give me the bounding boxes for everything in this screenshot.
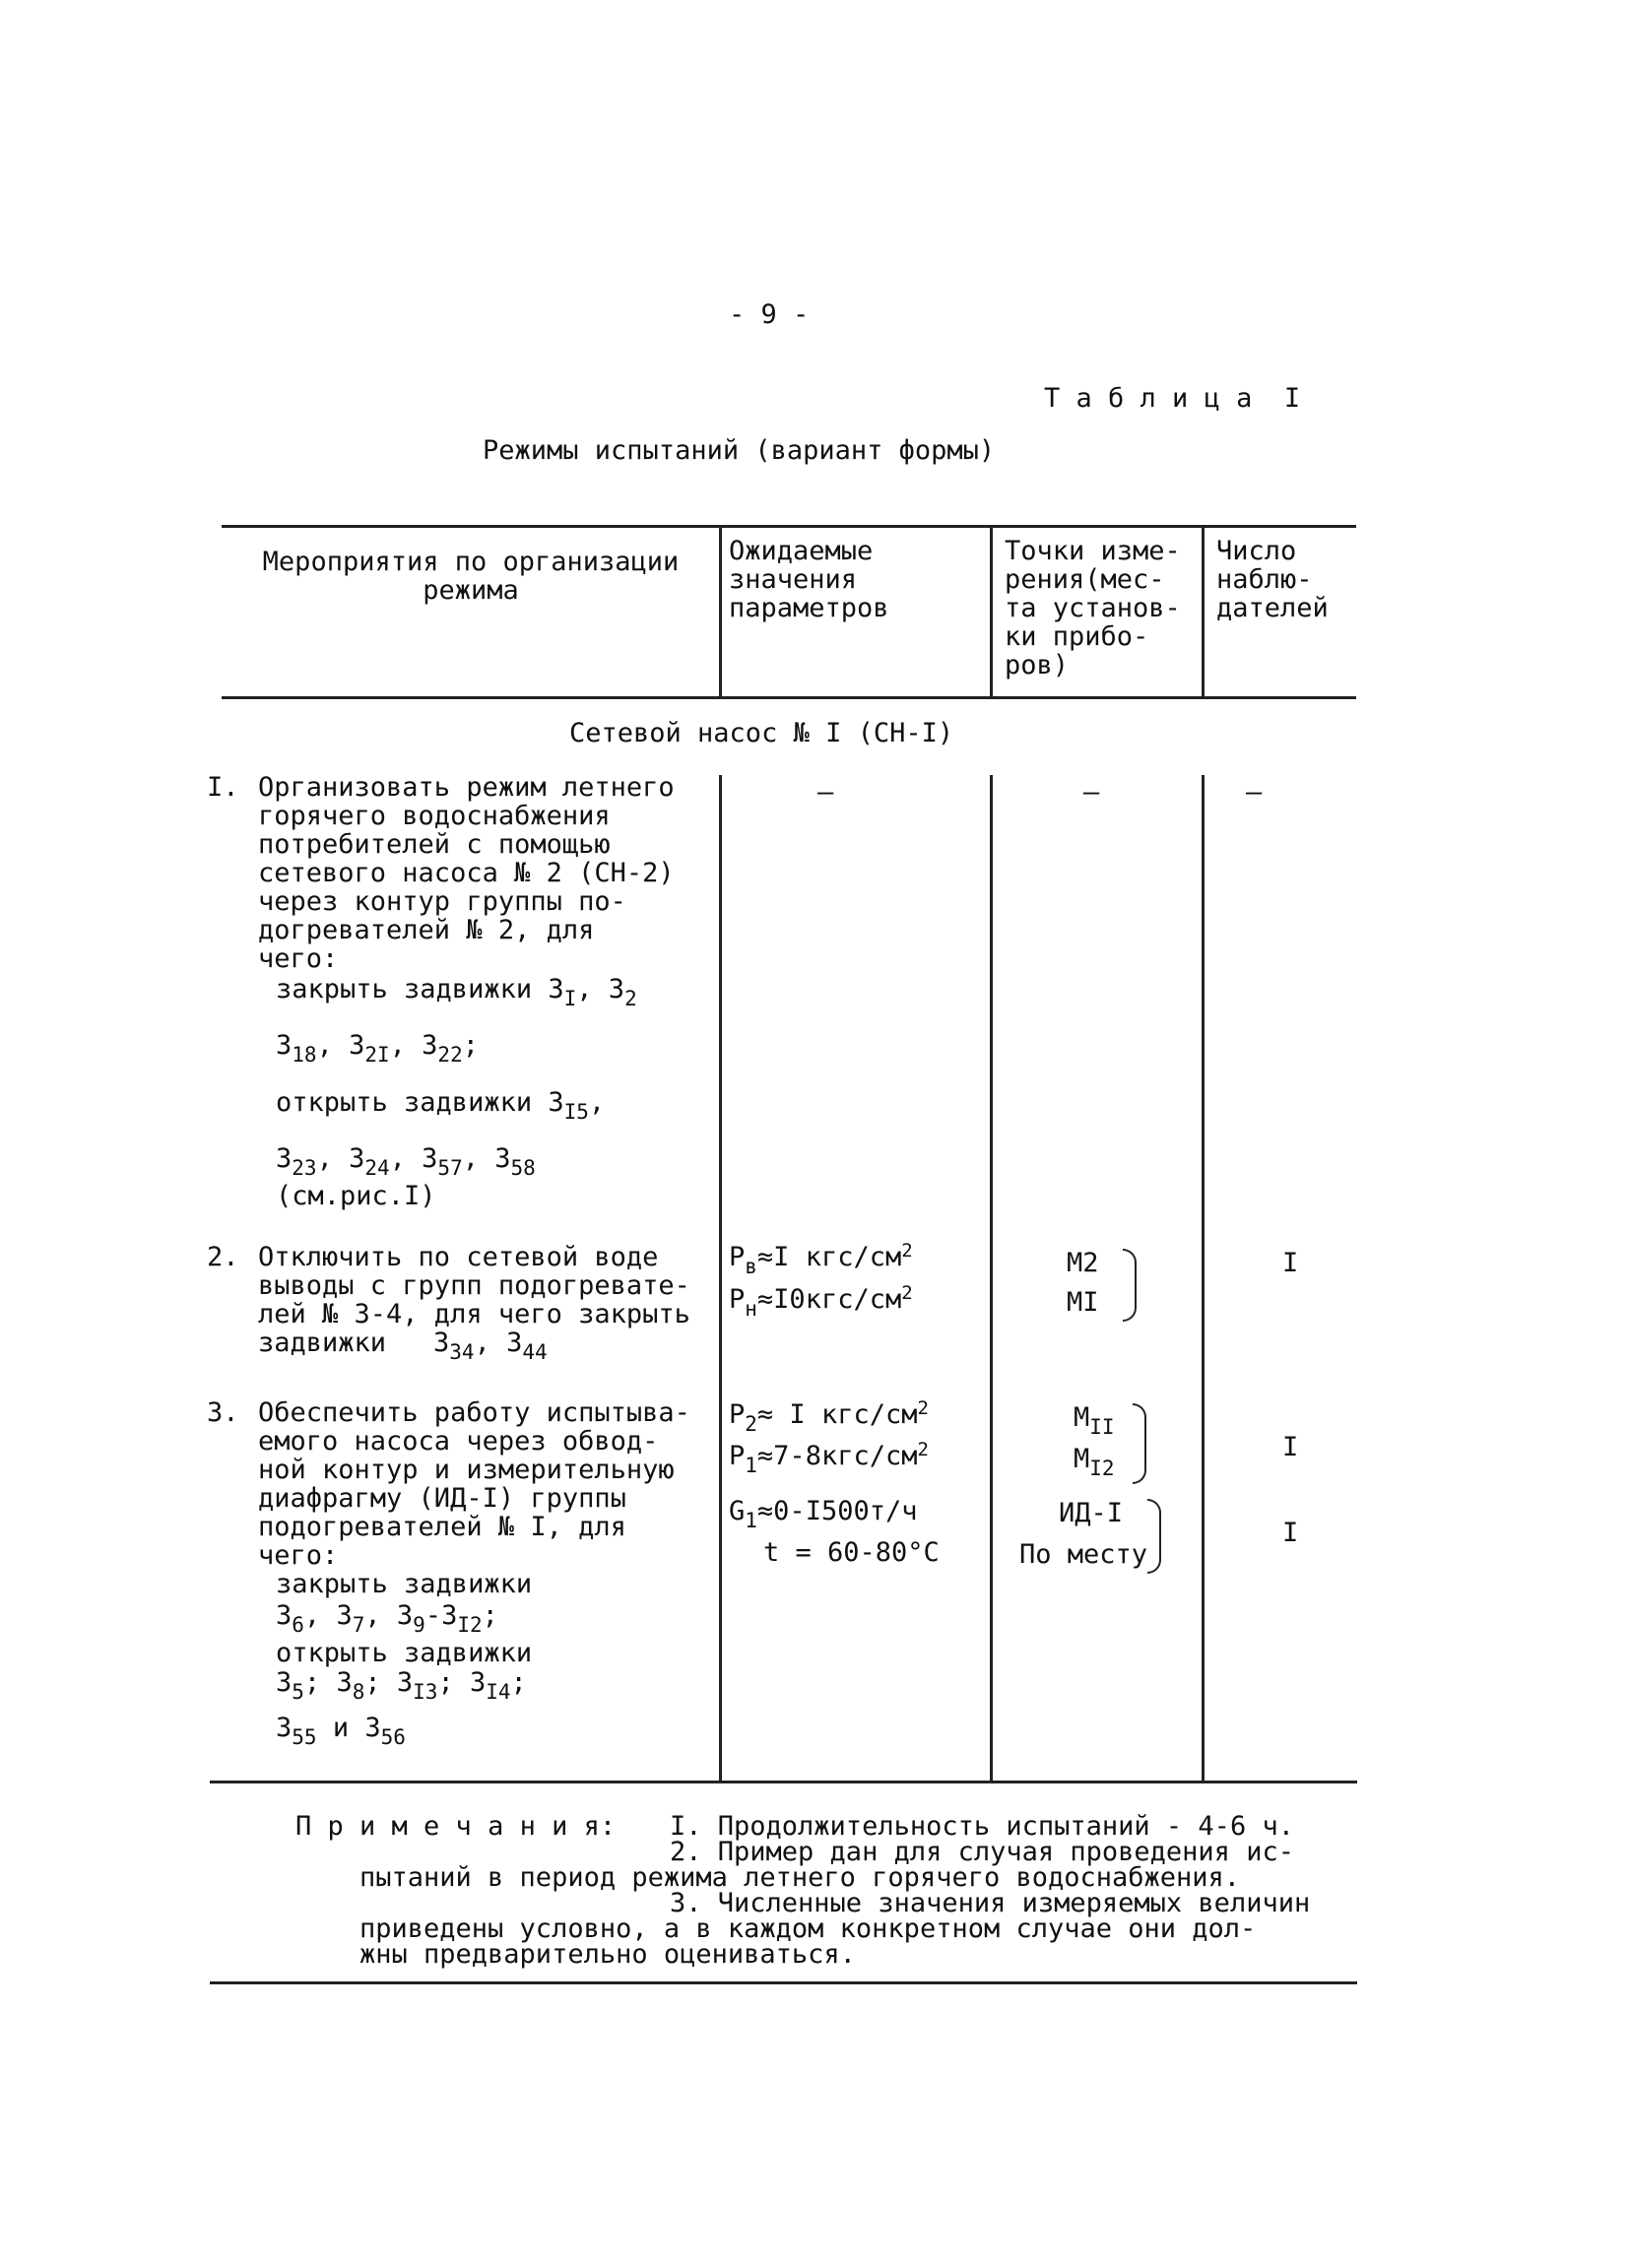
row1-figure-ref: (см.рис.I) <box>276 1181 436 1211</box>
notes-label: П р и м е ч а н и я: <box>295 1811 617 1842</box>
row3-points-brace-2 <box>1147 1499 1161 1574</box>
table-title: Режимы испытаний (вариант формы) <box>483 435 996 466</box>
note-3a: 3. Численные значения измеряемых величин <box>670 1888 1311 1918</box>
row3-param-p2: $P_2\approx I$ кгс/$см^2$ <box>729 1397 929 1436</box>
row3-text: Обеспечить работу испытыва- емого насоса через обвод- ной контур и измерительную диафрагму (ИД-I) группы подогревателей № I, для чего: <box>258 1397 690 1571</box>
row3-close-label: закрыть задвижки <box>276 1569 533 1599</box>
header-measures: Мероприятия по организации режима <box>262 547 680 606</box>
row2-param-pv: $P_в\approx I$ кгс/$см^2$ <box>729 1240 913 1278</box>
header-expected-values: Ожидаемые значения параметров <box>729 536 889 623</box>
row3-open-valves-cont: $3_{55}$ и $3_{56}$ <box>276 1713 406 1749</box>
header-col-divider-1 <box>719 528 722 696</box>
row3-point-local: По месту <box>1019 1539 1148 1570</box>
body-col-divider-3 <box>1202 775 1205 1781</box>
header-bottom-rule <box>222 696 1356 699</box>
row1-number: I. <box>207 772 239 803</box>
row3-open-valves: $3_5$; $3_8$; $3_{I3}$; $3_{I4}$; <box>276 1667 527 1704</box>
row2-param-pn: $P_н\approx I0кгс/см^2$ <box>729 1282 913 1321</box>
row1-close-valves: закрыть задвижки $3_I$, $3_2$ <box>276 974 637 1010</box>
row1-points-dash: — <box>1083 777 1100 808</box>
row3-close-valves: $3_6$, $3_7$, $3_9-3_{I2}$; <box>276 1600 498 1637</box>
row1-open-valves: открыть задвижки $3_{I5}$, <box>276 1087 606 1124</box>
row3-param-t: t = 60-80°C <box>763 1537 940 1568</box>
table-label: Т а б л и ц а I <box>1044 383 1301 414</box>
row1-open-valves-cont: $3_{23}$, $3_{24}$, $3_{57}$, $3_{58}$ <box>276 1143 536 1180</box>
row1-expected-dash: — <box>817 777 834 808</box>
row1-text: Организовать режим летнего горячего водоснабжения потребителей с помощью сетевого насоса № 2 (СН-2) через контур группы по- догревателей № 2, для чего: <box>258 772 675 974</box>
row3-point-m12: $М_{I2}$ <box>1074 1444 1115 1480</box>
table-top-rule <box>222 525 1356 528</box>
row2-point-m2: М2 <box>1067 1248 1099 1278</box>
table-bottom-rule <box>210 1781 1357 1783</box>
row3-observers-2: I <box>1282 1518 1299 1548</box>
row1-close-valves-cont: $3_{18}$, $3_{2I}$, $3_{22}$; <box>276 1030 479 1067</box>
row2-point-m1: МI <box>1067 1287 1099 1318</box>
body-col-divider-1 <box>719 775 722 1781</box>
note-2a: 2. Пример дан для случая проведения ис- <box>670 1837 1294 1867</box>
page-number: - 9 - <box>729 299 810 330</box>
row3-point-m11: $М_{II}$ <box>1074 1402 1115 1439</box>
note-1: I. Продолжительность испытаний - 4-6 ч. <box>670 1811 1294 1842</box>
row3-open-label: открыть задвижки <box>276 1638 533 1668</box>
header-col-divider-3 <box>1202 528 1205 696</box>
note-2b: пытаний в период режима летнего горячего водоснабжения. <box>359 1862 1241 1893</box>
row3-observers-1: I <box>1282 1432 1299 1462</box>
row3-points-brace-1 <box>1133 1403 1146 1484</box>
note-3c: жны предварительно оцениваться. <box>359 1939 856 1970</box>
row3-param-g1: $G_1\approx 0-I500т/ч$ <box>729 1496 918 1532</box>
section-title: Сетевой насос № I (СН-I) <box>569 718 954 748</box>
row2-points-brace <box>1123 1249 1137 1322</box>
row2-number: 2. <box>207 1242 239 1272</box>
header-measure-points: Точки изме- рения(мес- та установ- ки прибо- ров) <box>1005 536 1181 680</box>
row2-text: Отключить по сетевой воде выводы с групп подогревате- лей № 3-4, для чего закрыть задвижки <box>258 1242 690 1358</box>
notes-bottom-rule <box>210 1981 1357 1984</box>
row1-observers-dash: — <box>1246 777 1263 808</box>
row3-point-id1: ИД-I <box>1059 1498 1124 1528</box>
row2-valves: $3_{34}$, $3_{44}$ <box>433 1328 548 1364</box>
row3-number: 3. <box>207 1397 239 1428</box>
body-col-divider-2 <box>990 775 993 1781</box>
row3-param-p1: $P_1\approx 7-8кгс/см^2$ <box>729 1439 929 1477</box>
header-col-divider-2 <box>990 528 993 696</box>
row2-observers: I <box>1282 1248 1299 1278</box>
header-observers: Число наблю- дателей <box>1216 536 1329 623</box>
note-3b: приведены условно, а в каждом конкретном случае они дол- <box>359 1913 1257 1944</box>
